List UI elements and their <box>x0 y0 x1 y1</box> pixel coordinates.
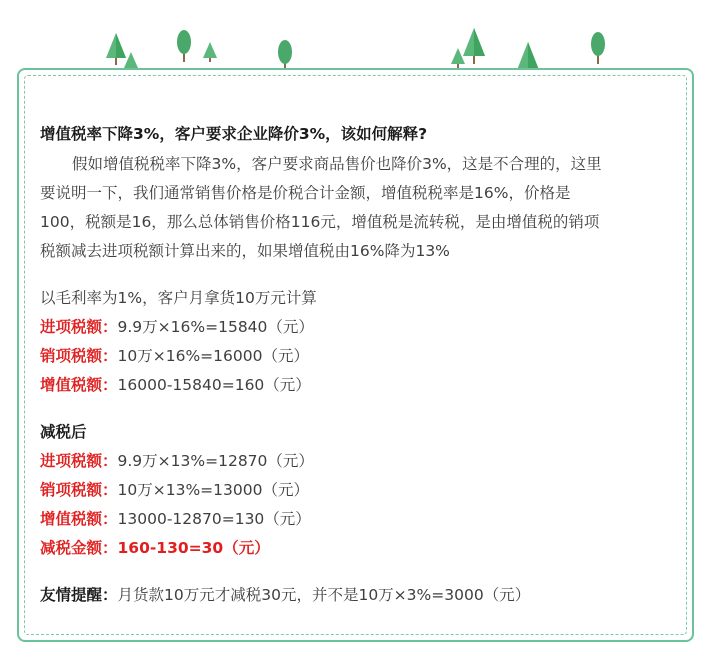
output-tax-label: 销项税额： <box>40 347 118 365</box>
tip-row <box>40 581 680 610</box>
input-tax-label: 进项税额： <box>40 318 118 336</box>
vat-row <box>40 505 680 534</box>
output-tax-label: 销项税额： <box>40 481 118 499</box>
tree-icon <box>203 42 217 62</box>
paragraph-line: 税额减去进项税额计算出来的，如果增值税由16%降为13% <box>40 242 450 260</box>
article-content <box>40 120 680 610</box>
section-heading: 减税后 <box>40 423 87 441</box>
input-tax-value: 9.9万×13%=12870（元） <box>117 452 314 470</box>
tree-icon <box>463 28 485 64</box>
section-after-tax-cut <box>40 418 680 563</box>
tax-reduction-value: 160-130=30（元） <box>117 539 270 557</box>
article-title: 增值税率下降3%，客户要求企业降价3%，该如何解释? <box>40 125 428 143</box>
input-tax-label: 进项税额： <box>40 452 118 470</box>
tree-icon <box>591 32 605 64</box>
input-tax-row <box>40 313 680 342</box>
input-tax-value: 9.9万×16%=15840（元） <box>117 318 314 336</box>
output-tax-value: 10万×16%=16000（元） <box>117 347 309 365</box>
vat-value: 16000-15840=160（元） <box>117 376 311 394</box>
vat-value: 13000-12870=130（元） <box>117 510 311 528</box>
friendly-tip <box>40 581 680 610</box>
output-tax-row <box>40 342 680 371</box>
vat-row <box>40 371 680 400</box>
tip-text: 月货款10万元才减税30元，并不是10万×3%=3000（元） <box>117 586 531 604</box>
tax-reduction-label: 减税金额： <box>40 539 118 557</box>
tree-icon <box>106 33 126 65</box>
section-intro: 以毛利率为1%，客户月拿货10万元计算 <box>40 289 317 307</box>
output-tax-row <box>40 476 680 505</box>
tip-label: 友情提醒： <box>40 586 118 604</box>
intro-paragraph <box>40 150 680 266</box>
paragraph-line: 假如增值税税率下降3%，客户要求商品售价也降价3%，这是不合理的，这里 <box>72 155 602 173</box>
vat-label: 增值税额： <box>40 376 118 394</box>
vat-label: 增值税额： <box>40 510 118 528</box>
output-tax-value: 10万×13%=13000（元） <box>117 481 309 499</box>
tree-icon <box>177 30 191 62</box>
tax-reduction-row <box>40 534 680 563</box>
tree-icon <box>451 48 465 68</box>
paragraph-line: 100，税额是16，那么总体销售价格116元，增值税是流转税，是由增值税的销项 <box>40 213 600 231</box>
section-before-tax-cut <box>40 284 680 400</box>
input-tax-row <box>40 447 680 476</box>
paragraph-line: 要说明一下，我们通常销售价格是价税合计金额，增值税税率是16%，价格是 <box>40 184 571 202</box>
